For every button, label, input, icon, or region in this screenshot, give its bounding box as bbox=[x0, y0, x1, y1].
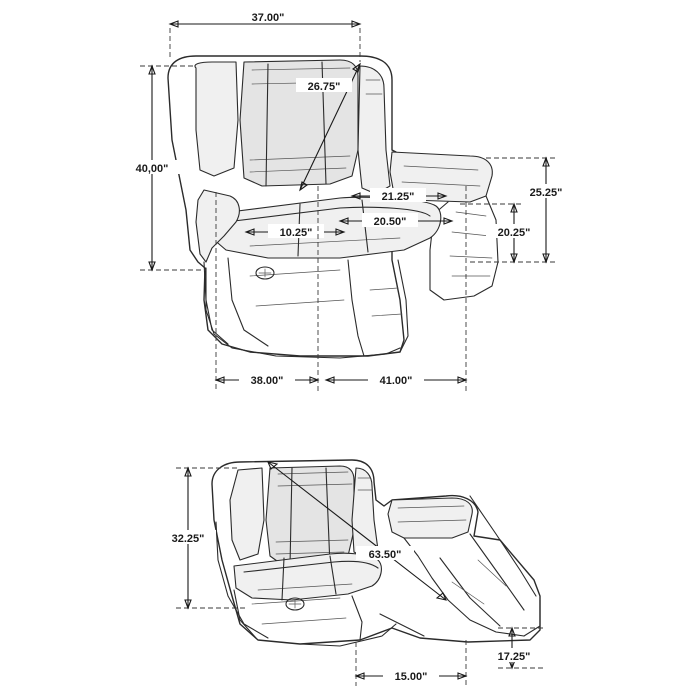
dim-reclined-base bbox=[356, 640, 466, 686]
dim-label-reclined-base: 15.00" bbox=[394, 671, 428, 683]
dim-label-reclined-length: 63.50" bbox=[368, 549, 402, 561]
dim-top-width bbox=[170, 9, 360, 62]
dim-label-arm-height: 25.25" bbox=[529, 187, 563, 199]
upright-recliner-drawing bbox=[168, 56, 498, 358]
dim-label-overall-depth: 41.00" bbox=[379, 375, 413, 387]
dim-label-seat-front: 10.25" bbox=[279, 227, 313, 239]
recliner-handle-icon bbox=[256, 267, 274, 279]
dim-label-seat-height: 20.25" bbox=[497, 227, 531, 239]
dim-label-back-height: 26.75" bbox=[307, 81, 341, 93]
dim-label-overall-height: 40,00" bbox=[135, 163, 169, 175]
dim-label-seat-width: 21.25" bbox=[381, 191, 415, 203]
recliner-handle-icon-2 bbox=[286, 598, 304, 610]
dim-label-reclined-height: 32.25" bbox=[171, 533, 205, 545]
dim-label-footrest-height: 17.25" bbox=[497, 651, 531, 663]
dim-label-seat-depth: 20.50" bbox=[373, 216, 407, 228]
dim-label-base-depth: 38.00" bbox=[250, 375, 284, 387]
dim-label-top-width: 37.00" bbox=[251, 12, 285, 24]
dim-arm-height bbox=[486, 158, 574, 262]
dim-seat-height bbox=[460, 204, 542, 262]
